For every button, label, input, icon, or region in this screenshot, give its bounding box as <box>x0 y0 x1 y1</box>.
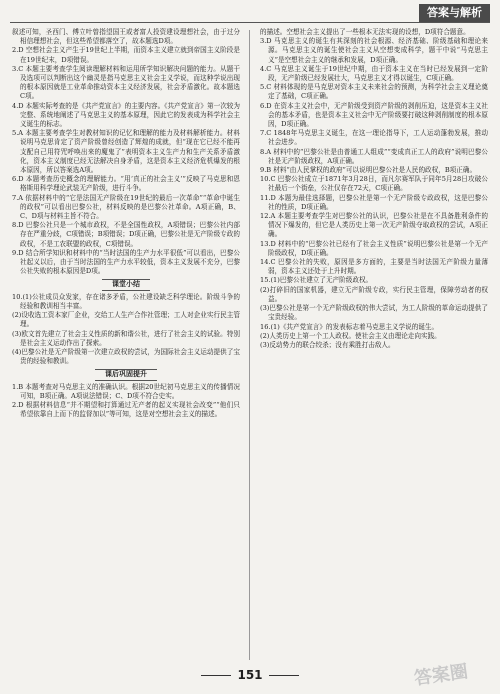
answer-item: 5.C 材料体现的是马克思对资本主义未来社会的预测，为科学社会主义理论奠定了基础，C项正确。 <box>260 83 488 101</box>
left-column <box>12 28 240 419</box>
answer-item: 7.C 1848年马克思主义诞生，在这一理论指导下，工人运动蓬勃发展，推动社会进步。 <box>260 129 488 147</box>
section-heading: 课堂小结 <box>12 279 240 290</box>
answer-item: (4)巴黎公社是无产阶级第一次建立政权的尝试，为国际社会主义运动提供了宝贵的经验和教训。 <box>12 347 240 366</box>
answer-item: (3)反动势力的联合绞杀；没有乘胜打击敌人。 <box>260 340 395 349</box>
answer-item: 4.C 马克思主义诞生于19世纪中期，由于资本主义在当时已经发展到一定阶段，无产阶级已经发展壮大，马克思主义才得以诞生，C项正确。 <box>260 64 488 83</box>
answer-item: 2.D 根据材料信息“并不期望和打算通过无产者的起义实现社会改变”“他们只希望依靠自上而下的监督加以”等可知，这是对空想社会主义的描述。 <box>12 400 240 419</box>
answer-item: 6.D 本题考查历史概念的理解能力。“用‘真正的社会主义’”反映了马克思和恩格斯用科学理论武装无产阶级，进行斗争。 <box>12 175 240 193</box>
answer-item: 叙述可知，圣西门、傅立叶曾指望国王或者富人投资建设理想社会，由于过分相信理想社会，但这些希望都落空了，故本题选D项。 <box>12 28 240 46</box>
answer-item: (3)欧文首先建立了社会主义性质的新和谐公社，进行了社会主义的试验。特别是社会主义运动作出了探索。 <box>12 329 240 347</box>
right-column <box>260 28 488 350</box>
answer-item: 16.(1)《共产党宣言》的发表标志着马克思主义学说的诞生。 <box>260 322 439 331</box>
answer-item: (2)人类历史上第一个工人政权。使社会主义由理论走向实践。 <box>260 331 441 340</box>
header-title: 答案与解析 <box>419 4 490 22</box>
answer-item: 12.A 本题主要考查学生对巴黎公社的认识，巴黎公社是在不具备胜利条件的情况下爆发的，但它是人类历史上第一次无产阶级夺取政权的尝试，A项正确。 <box>260 212 488 239</box>
answer-item: 3.D 马克思主义的诞生有其深刻的社会根源、经济基础、阶级基础和理论来源。马克思主义的诞生使社会主义从空想变成科学，题干中说“马克思主义”是空想社会主义的继承和发展，D项正确。 <box>260 37 488 64</box>
answer-item: 6.D 在资本主义社会中，无产阶级受到资产阶级的剥削压迫，这是资本主义社会的基本矛盾，也是资本主义社会中无产阶级要打破这种剥削制度的根本原因，D项正确。 <box>260 101 488 129</box>
page-number-dash-right <box>269 675 299 676</box>
page-header <box>0 0 500 26</box>
answer-item: 8.A 材料中的“巴黎公社是由普通工人组成”“变成真正工人的政府”说明巴黎公社是无产阶级政权，A项正确。 <box>260 147 488 165</box>
answer-item: 5.A 本题主要考查学生对教材知识的记忆和理解的能力及材料解析能力。材料说明马克思肯定了资产阶级曾经创造了辉煌的成就，但“现在它已经不能再支配自己用符咒呼唤出来的魔鬼了”表明资本主义生产力和生产关系矛盾激化，资本主义制度已经无法解决自身矛盾，这是资本主义经济危机爆发的根本原因，所以答案选A项。 <box>12 129 240 175</box>
page-number-text: 151 <box>237 668 263 682</box>
section-heading: 课后巩固提升 <box>12 369 240 380</box>
answer-item: 的描述。空想社会主义提出了一些根本无法实现的设想，D项符合题意。 <box>260 28 470 36</box>
answer-item: (2)打碎旧的国家机器，建立无产阶级专政，实行民主管理，保障劳动者的权益。 <box>260 285 488 303</box>
answer-item: 14.C 巴黎公社的失败，原因是多方面的，主要是当时法国无产阶级力量薄弱，资本主义还处于上升时期。 <box>260 258 488 276</box>
answer-item: 8.D 巴黎公社只是一个城市政权，不是全国性政权，A项错误；巴黎公社内部存在严重分歧，C项错误；B项错误；D项正确，巴黎公社是无产阶级专政的政权，不是工农联盟的政权，C项错误。 <box>12 221 240 248</box>
answer-item: (3)巴黎公社是第一个无产阶级政权的伟大尝试，为工人阶级的革命运动提供了宝贵经验。 <box>260 304 488 322</box>
answer-item: 15.(1)巴黎公社建立了无产阶级政权。 <box>260 276 373 285</box>
answer-item: 7.A 依据材料中的“它是法国无产阶级在19世纪的最后一次革命”“革命中诞生的政权”可以看出巴黎公社，材料反映的是巴黎公社革命。A项正确，B、C、D项与材料主旨不符合。 <box>12 193 240 221</box>
answer-item: 2.D 空想社会主义产生于19世纪上半期，而资本主义建立就到帝国主义阶段是在19世纪末，D项错误。 <box>12 46 240 64</box>
answer-item: 10.C 巴黎公社成立于1871年3月28日，而凡尔赛军队于同年5月28日攻破公社最后一个街垒，公社仅存在72天，C项正确。 <box>260 175 488 193</box>
answer-item: 9.B 材料“由人民掌权的政府”可以说明巴黎公社是人民的政权，B项正确。 <box>260 166 477 175</box>
watermark-logo: 答案圈 <box>412 661 470 690</box>
answer-item: 3.C 本题主要考查学生阅读理解材料和运用所学知识解决问题的能力。从题干及选项可以判断出这个幽灵是指马克思主义社会主义学说，而这种学说出现的根本原因就是工业革命推动资本主义经济发展，社会矛盾激化。故本题选C项。 <box>12 64 240 101</box>
answer-item: 4.D 本题实际考查的是《共产党宣言》的主要内容。《共产党宣言》第一次较为完整、系统地阐述了马克思主义的基本原理，因此它的发表成为科学社会主义诞生的标志。 <box>12 101 240 129</box>
answer-item: 13.D 材料中的“巴黎公社已经有了社会主义性质”说明巴黎公社是第一个无产阶级政权，D项正确。 <box>260 239 488 257</box>
answer-item: 10.(1)公社成员众发家，存在诸多矛盾，公社建设缺乏科学理论。阶级斗争的经验和教训相当丰富。 <box>12 292 240 310</box>
answer-item: (2)设收选工资本家厂企业，交给工人生产合作社管理；工人对企业实行民主管理。 <box>12 311 240 329</box>
answer-item: 11.D 本题为最佳选择题，巴黎公社是第一个无产阶级专政政权，这是巴黎公社的性质，D项正确。 <box>260 193 488 211</box>
header-rule <box>10 22 490 23</box>
answer-item: 9.D 结合所学知识和材料中的“当时法国的生产力水平很低”可以看出，巴黎公社起义以后，由于当时法国的生产力水平较低，资本主义发展不充分，巴黎公社失败的根本原因是D项。 <box>12 248 240 276</box>
column-divider <box>249 30 250 660</box>
answer-item: 1.B 本题考查对马克思主义的准确认识。根据20世纪初马克思主义的传播情况可知，B项正确。A项说法错误；C、D项不符合史实。 <box>12 382 240 400</box>
page-number-dash-left <box>201 675 231 676</box>
